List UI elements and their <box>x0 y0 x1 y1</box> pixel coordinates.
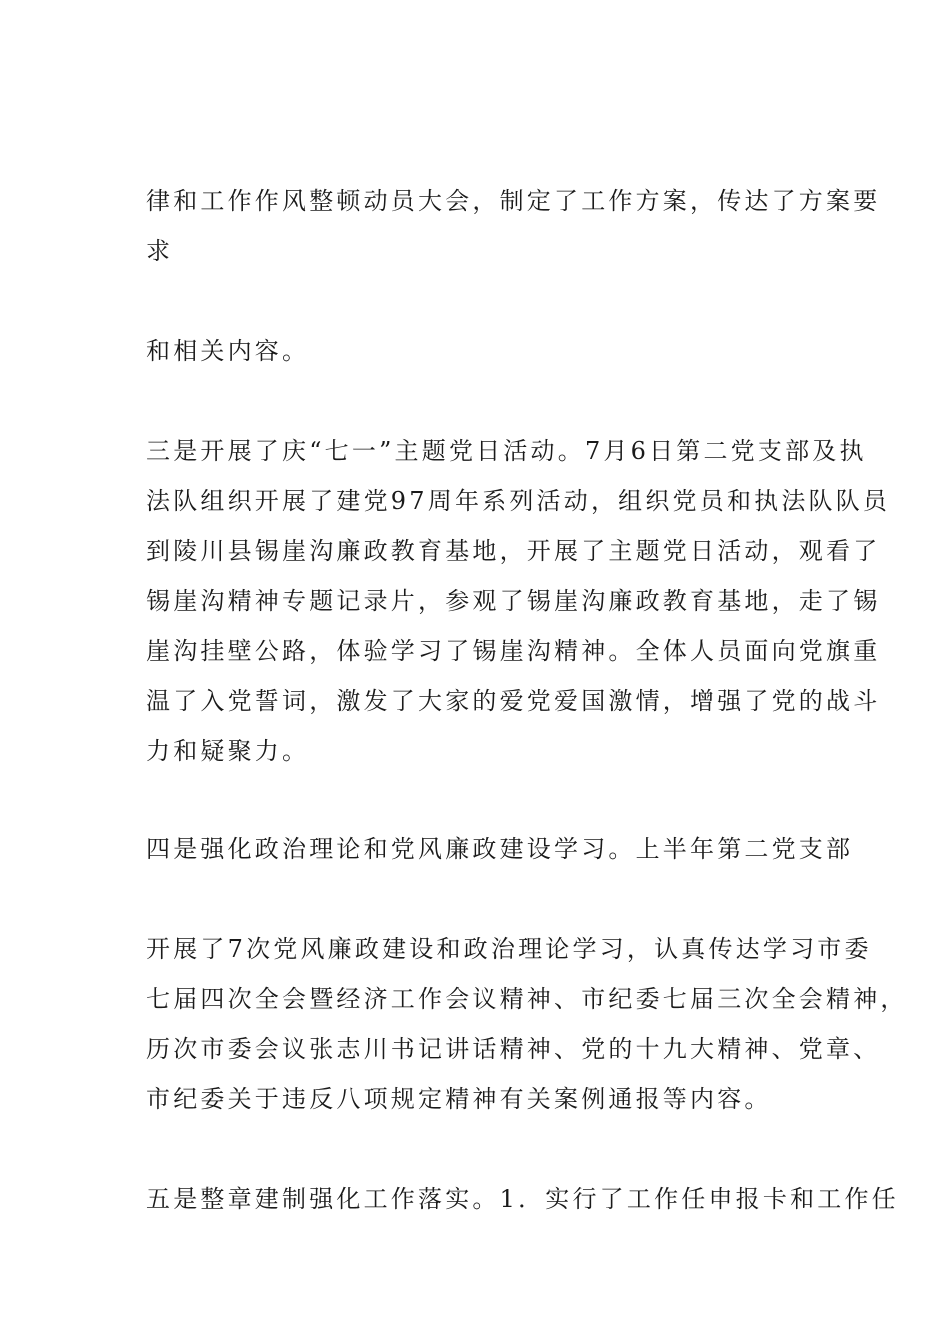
text-line: 求 <box>146 237 174 265</box>
text-line: 三是开展了庆“七一”主题党日活动。7月6日第二党支部及执 <box>146 437 867 465</box>
text-line: 锡崖沟精神专题记录片，参观了锡崖沟廉政教育基地，走了锡 <box>146 587 881 615</box>
text-line: 历次市委会议张志川书记讲话精神、党的十九大精神、党章、 <box>146 1035 881 1063</box>
text-line: 到陵川县锡崖沟廉政教育基地，开展了主题党日活动，观看了 <box>146 537 881 565</box>
text-line: 市纪委关于违反八项规定精神有关案例通报等内容。 <box>146 1085 772 1113</box>
text-line: 法队组织开展了建党97周年系列活动，组织党员和执法队队员 <box>146 487 891 515</box>
text-line: 七届四次全会暨经济工作会议精神、市纪委七届三次全会精神， <box>146 985 908 1013</box>
text-line: 力和疑聚力。 <box>146 737 310 765</box>
text-line: 五是整章建制强化工作落实。1．实行了工作任申报卡和工作任 <box>146 1185 899 1213</box>
text-line: 和相关内容。 <box>146 337 310 365</box>
text-line: 开展了7次党风廉政建设和政治理论学习，认真传达学习市委 <box>146 935 872 963</box>
text-line: 崖沟挂壁公路，体验学习了锡崖沟精神。全体人员面向党旗重 <box>146 637 881 665</box>
text-line: 四是强化政治理论和党风廉政建设学习。上半年第二党支部 <box>146 835 854 863</box>
text-line: 律和工作作风整顿动员大会，制定了工作方案，传达了方案要 <box>146 187 881 215</box>
text-line: 温了入党誓词，激发了大家的爱党爱国激情，增强了党的战斗 <box>146 687 881 715</box>
